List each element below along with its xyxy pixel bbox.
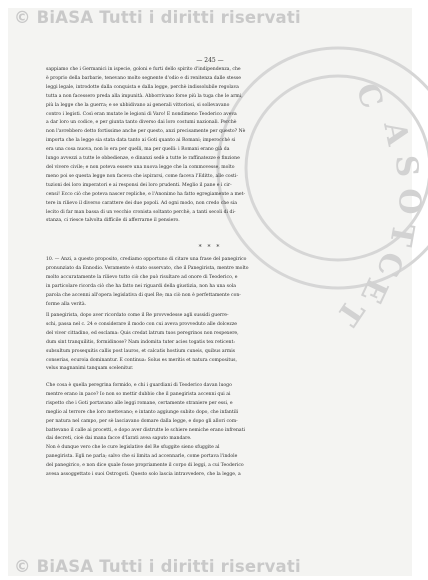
- text-line: è proprio della barbarie, tenevano molto segnente d'odio e di renitenza dalle stesse: [46, 75, 241, 81]
- text-line: non l'avrebbero detto fortissime anche per questo, anzi precisamente per questo? Nè: [46, 129, 246, 135]
- svg-text:A: A: [376, 118, 416, 149]
- text-line: mentre erano in pace? Io non so mettir dubbio che il panegirista accenni qui ai: [46, 391, 231, 397]
- paragraph-2: [46, 256, 364, 309]
- text-line: avesa assoggettato i suoi Ostrogoti. Questo solo lascia intravvedere, che la legge, a: [46, 472, 241, 478]
- copyright-watermark-top: © BiASA Tutti i diritti riservati: [14, 8, 301, 27]
- text-line: Non è dunque vero che le cure legislative del Re sfuggite sieno sfuggite al: [46, 445, 220, 451]
- text-line: forme alla verità.: [46, 301, 87, 307]
- text-line: molto accuratamente la rilievo tutto ciò che può risultare ad onore di Teoderico, e: [46, 274, 238, 280]
- text-line: meno poi se questa legge non faceva che ispirarsi, come faceva l'Editto, alle costi-: [46, 173, 238, 179]
- text-line: tuzioni dei loro imperatori e ai responsi dei loro prudenti. Meglio il pane e i cir-: [46, 182, 232, 188]
- text-line: conserias, ecuroia dominantur. E continua: Solus es meritis et natura compositus,: [46, 357, 237, 363]
- svg-text:C: C: [348, 78, 390, 114]
- svg-text:O: O: [391, 187, 427, 216]
- text-line: velus magnanimi tanquam scelenitur.: [46, 366, 134, 372]
- text-line: parola che accenni all'opera legislativa di quel Re; ma ciò non è perfettamente con-: [46, 292, 241, 298]
- text-line: dum sint tranquilitis, formidinose? Nam indomita tuter acies togatis tex reticent:: [46, 339, 235, 345]
- text-line: censi! Ecco ciò che poteva nascer repliche, e l'Anonimo ha fatto egregiamente a met-: [46, 191, 246, 197]
- text-line: tere in rilievo il diverso carattere dei due popoli. Ad ogni modo, non credo che sia: [46, 200, 237, 206]
- text-line: schi, passa nel c. 24 e considerare il modo con cui aveva provveduto alle dolcezze: [46, 321, 237, 327]
- scanned-page: [8, 8, 427, 576]
- svg-text:T: T: [328, 293, 371, 332]
- section-separator: * * *: [198, 244, 222, 251]
- text-line: del panegirico, e non dice quale fosse propriamente il corpo di leggi, a cui Teoderico: [46, 463, 244, 469]
- text-line: più la legge che la guerra; e se ubbidivano ai generali vittoriosi, si sollevavano: [46, 102, 230, 108]
- text-line: meglio al terrore che loro mettevano; e intanto aggiunge subito dopo, che infantili: [46, 409, 239, 415]
- text-line: stanza, ci riesce talvolta difficile di afferrarne il pensiero.: [46, 218, 180, 224]
- text-line: era una cosa nuova, non lo era per quelli, ma per quelli: i Romani erano già da: [46, 147, 230, 153]
- svg-text:C: C: [369, 247, 410, 282]
- paragraph-4: [46, 382, 364, 480]
- copyright-watermark-bottom: © BiASA Tutti i diritti riservati: [14, 557, 301, 576]
- text-line: del viver cittadino, ed esclama: Quis credat latrum tuos peregrinos non respexere,: [46, 330, 239, 336]
- text-line: leggi legale, introdotte dalla conquista e dalla legge, perchè indissolubile regolava: [46, 84, 239, 90]
- text-line: del vivere civile; e non poteva essere una nuova legge che la commovesse, molto: [46, 164, 235, 170]
- svg-text:T: T: [382, 220, 421, 249]
- text-line: Il panegirista, dopo aver ricordato come il Re provvedesse agli sussidi guerre-: [46, 313, 229, 318]
- text-line: importa che la legge sia stata data tanto ai Goti quanto ai Romani; imperocchè si: [46, 138, 236, 144]
- text-line: sappiamo che i Germanici in ispecie, goloni e furti dello spirito d'indipendenza, che: [46, 67, 241, 72]
- text-line: dai decreti, cioè dai mana facce d'Iarati avea saputo mandare.: [46, 436, 192, 442]
- text-line: lecito di far man bassa di un vecchio cronista soltanto perchè, a tanti secoli di di-: [46, 209, 236, 215]
- text-line: tutta a non facessero preda alla impunità. Abborrivano forse più la tuga che le armi,: [46, 93, 243, 99]
- text-line: lungo avvezzi a tutte le obbedienze, e dinanzi sedè a tutte le raffinatezze e finzione: [46, 156, 240, 162]
- svg-text:S: S: [388, 154, 425, 179]
- text-line: 10. — Anzi, a questo proposito, crediamo opportuno di citare una frase del panegirico: [46, 257, 247, 262]
- text-line: Che cosa è quella peregrina formido, e chi i guardiani di Teoderico davan luogo: [46, 383, 232, 388]
- text-line: pronunziato da Ennodio. Veramente è stato osservato, che il Panegirista, mentre molto: [46, 265, 249, 271]
- text-line: a dar loro un codice, e per giunta tanto diverso dai loro costumi nazionali. Perchè: [46, 120, 237, 126]
- text-line: subsultum prosequitis callis post lauros, et calcatis hostium cuneis, quibus armis: [46, 348, 236, 354]
- text-line: panegirista. Egli ne parla; salvo che si limita ad accennarle, come portava l'indole: [46, 454, 238, 460]
- text-line: per natura nel campo, per sè lasciavano domare dalla legge, e dopo gli allori com-: [46, 418, 238, 424]
- paragraph-3: [46, 312, 364, 374]
- text-line: rispetto che i Goti portavano alle leggi romane, certamente straniere per essi, e: [46, 400, 233, 406]
- text-line: in particolare ricorda ciò che ha fatto nei riguardi della giustizia, non ha una sola: [46, 283, 236, 289]
- svg-text:E: E: [353, 272, 395, 309]
- page-number: — 245 —: [196, 57, 224, 64]
- text-line: contro i legisti. Così eran mutate le legioni di Varo! E nondimeno Teoderico aveva: [46, 111, 237, 117]
- paragraph-1: [46, 66, 364, 226]
- text-line: battevano il calle ai procetti, e dopo aver distrutte le schiere nemiche erano infrenati: [46, 427, 245, 433]
